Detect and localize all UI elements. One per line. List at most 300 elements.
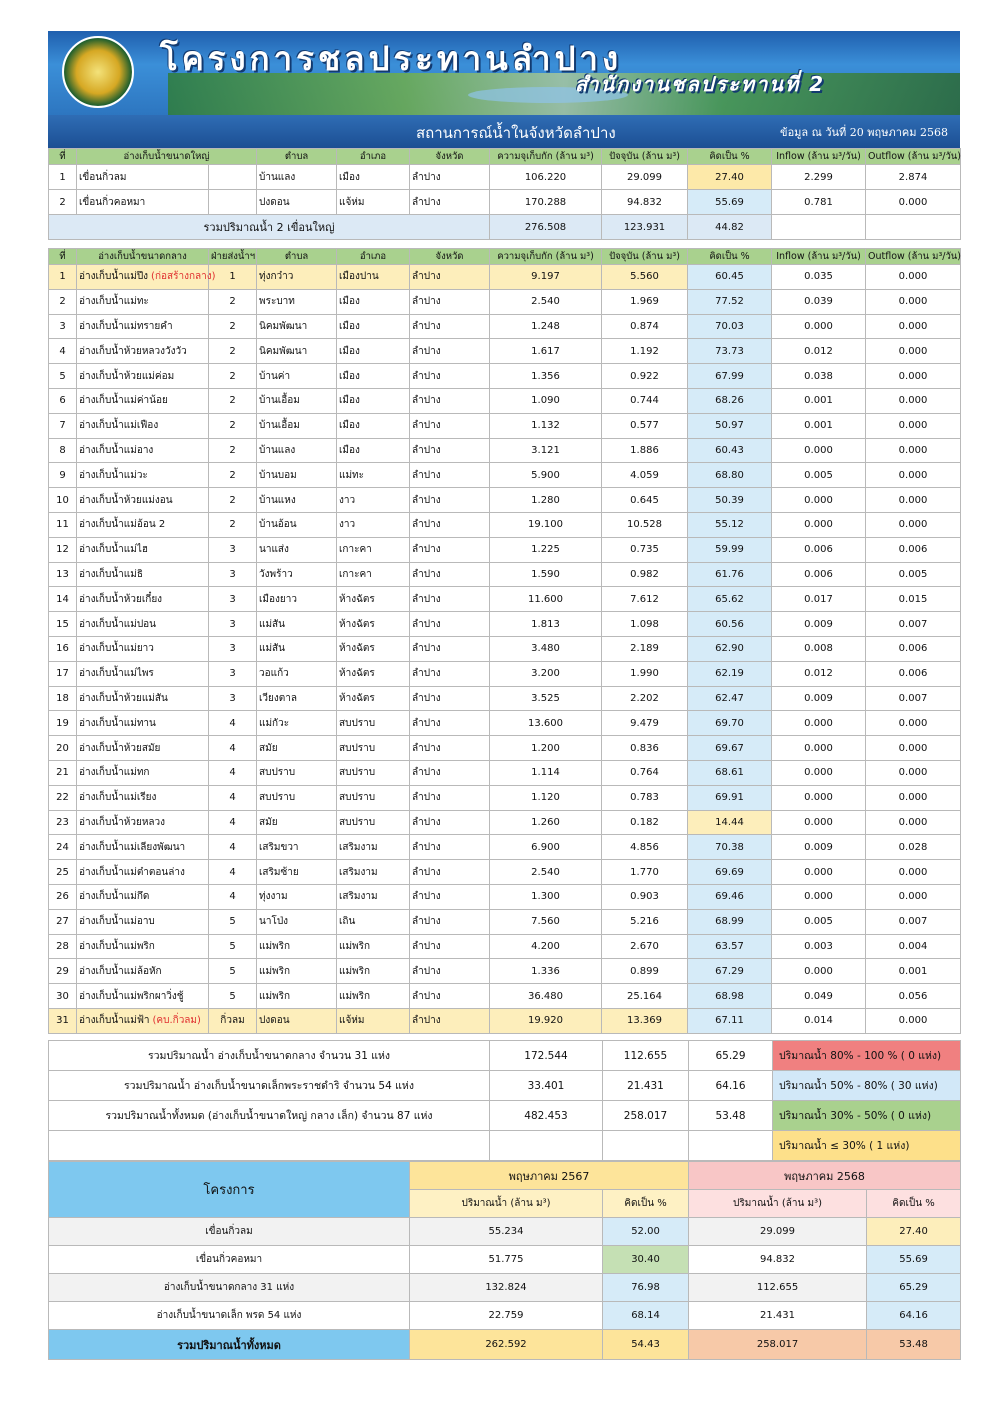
cell-name	[77, 339, 209, 364]
cell-province: ลำปาง	[410, 289, 490, 314]
cell-no: 31	[49, 1008, 77, 1033]
cell-outflow: 0.007	[866, 686, 961, 711]
cell-no: 13	[49, 562, 77, 587]
reservoir-name: อ่างเก็บน้ำห้วยหลวงวังวัว	[79, 345, 187, 357]
cell-name	[77, 488, 209, 513]
summary-row: รวมปริมาณน้ำ อ่างเก็บน้ำขนาดเล็กพระราชดำริ จำนวน 54 แห่ง 33.401 21.431 64.16 ปริมาณน้ำ 50% - 80% ( 30 แห่ง)	[49, 1071, 961, 1101]
cell-capacity: 4.200	[490, 934, 602, 959]
large-table-header	[49, 149, 961, 165]
reservoir-name: อ่างเก็บน้ำแม่เรียง	[79, 792, 157, 804]
cell-div: 2	[209, 463, 257, 488]
cell-inflow: 0.009	[772, 612, 866, 637]
cell-tambon: สมัย	[257, 810, 337, 835]
cell-current: 0.899	[602, 959, 688, 984]
cell-name	[77, 463, 209, 488]
cell-amphoe: เมือง	[337, 339, 410, 364]
table-row	[49, 587, 961, 612]
cell-capacity: 1.356	[490, 364, 602, 389]
cell-current: 4.059	[602, 463, 688, 488]
cell-tambon: เวียงตาล	[257, 686, 337, 711]
cell-inflow: 0.017	[772, 587, 866, 612]
cell-div: 2	[209, 512, 257, 537]
cell-amphoe: เสริมงาม	[337, 884, 410, 909]
reservoir-name: อ่างเก็บน้ำแม่ไพร	[79, 668, 154, 680]
cell-outflow: 0.007	[866, 909, 961, 934]
cell-inflow: 0.049	[772, 984, 866, 1009]
cell-inflow: 0.038	[772, 364, 866, 389]
col-amphoe: อำเภอ	[337, 149, 410, 165]
table-row	[49, 810, 961, 835]
cell-outflow: 0.056	[866, 984, 961, 1009]
table-row	[49, 314, 961, 339]
cell-div: 4	[209, 810, 257, 835]
cell-amphoe: เมือง	[337, 314, 410, 339]
cell-div: 5	[209, 934, 257, 959]
cell-province: ลำปาง	[410, 488, 490, 513]
cell-inflow: 0.000	[772, 760, 866, 785]
cell-amphoe: ห้างฉัตร	[337, 587, 410, 612]
cell-province: ลำปาง	[410, 934, 490, 959]
cell-amphoe: เมือง	[337, 364, 410, 389]
cell-amphoe: เมือง	[337, 388, 410, 413]
cell-capacity: 2.540	[490, 289, 602, 314]
cell-current: 0.836	[602, 736, 688, 761]
table-row	[49, 1008, 961, 1033]
cell-current: 13.369	[602, 1008, 688, 1033]
col-current: ปัจจุบัน (ล้าน ม³)	[602, 149, 688, 165]
table-row	[49, 661, 961, 686]
cell-outflow: 0.000	[866, 413, 961, 438]
cell-outflow: 0.000	[866, 711, 961, 736]
cell-no: 25	[49, 860, 77, 885]
reservoir-name: อ่างเก็บน้ำแม่เลียงพัฒนา	[79, 841, 186, 853]
cell-province: ลำปาง	[410, 562, 490, 587]
cell-percent: 59.99	[688, 537, 772, 562]
cell-name	[77, 860, 209, 885]
table-row	[49, 339, 961, 364]
table-row	[49, 364, 961, 389]
cell-current: 2.670	[602, 934, 688, 959]
cell-inflow: 0.012	[772, 339, 866, 364]
cell-percent: 69.46	[688, 884, 772, 909]
cell-percent: 68.80	[688, 463, 772, 488]
cell-province: ลำปาง	[410, 785, 490, 810]
cell-tambon: นิคมพัฒนา	[257, 314, 337, 339]
cell-name	[77, 438, 209, 463]
col-outflow: Outflow (ล้าน ม³/วัน)	[866, 149, 961, 165]
cell-capacity: 9.197	[490, 265, 602, 290]
reservoir-name: อ่างเก็บน้ำแม่ทาน	[79, 717, 156, 729]
col-province: จังหวัด	[410, 249, 490, 265]
cell-tambon: แม่กัวะ	[257, 711, 337, 736]
cell-div: 1	[209, 265, 257, 290]
cell-province: ลำปาง	[410, 612, 490, 637]
reservoir-name: อ่างเก็บน้ำห้วยหลวง	[79, 816, 166, 828]
medium-table-body	[49, 265, 961, 1034]
cell-no: 24	[49, 835, 77, 860]
cell-amphoe: ห้างฉัตร	[337, 612, 410, 637]
table-row	[49, 909, 961, 934]
cell-amphoe: แจ้ห่ม	[337, 1008, 410, 1033]
situation-bar	[48, 115, 960, 148]
cell-amphoe: เกาะคา	[337, 537, 410, 562]
cell-no: 18	[49, 686, 77, 711]
cell-amphoe: เมืองปาน	[337, 265, 410, 290]
cell-province: ลำปาง	[410, 339, 490, 364]
reservoir-name: อ่างเก็บน้ำแม่ทก	[79, 767, 150, 779]
cell-inflow: 0.000	[772, 736, 866, 761]
cell-current: 5.216	[602, 909, 688, 934]
cell-province: ลำปาง	[410, 537, 490, 562]
reservoir-name: อ่างเก็บน้ำแม่พริกผาวิ่งชู้	[79, 990, 184, 1002]
cell-no: 4	[49, 339, 77, 364]
cell-div: 4	[209, 760, 257, 785]
table-row	[49, 736, 961, 761]
cell-outflow: 0.000	[866, 884, 961, 909]
situation-title: สถานการณ์น้ำในจังหวัดลำปาง	[416, 124, 616, 142]
cell-no: 29	[49, 959, 77, 984]
cell-div: 2	[209, 339, 257, 364]
cell-name	[77, 835, 209, 860]
cell-province: ลำปาง	[410, 1008, 490, 1033]
cell-capacity: 1.120	[490, 785, 602, 810]
cell-name	[77, 711, 209, 736]
cell-current: 7.612	[602, 587, 688, 612]
cell-inflow: 0.000	[772, 810, 866, 835]
cell-no: 30	[49, 984, 77, 1009]
cell-current: 0.744	[602, 388, 688, 413]
cell-outflow: 0.007	[866, 612, 961, 637]
cell-div: 3	[209, 537, 257, 562]
cell-name	[77, 413, 209, 438]
col-province: จังหวัด	[410, 149, 490, 165]
cell-outflow: 0.004	[866, 934, 961, 959]
summary-row	[49, 1131, 961, 1161]
cell-current: 1.770	[602, 860, 688, 885]
cell-tambon: เสริมซ้าย	[257, 860, 337, 885]
reservoir-name: อ่างเก็บน้ำแม่ทะ	[79, 296, 149, 308]
cell-div: 5	[209, 909, 257, 934]
cell-tambon: แม่พริก	[257, 959, 337, 984]
cell-outflow: 0.000	[866, 488, 961, 513]
col-inflow: Inflow (ล้าน ม³/วัน)	[772, 249, 866, 265]
cell-outflow: 0.006	[866, 636, 961, 661]
cell-current: 4.856	[602, 835, 688, 860]
cell-name	[77, 512, 209, 537]
cell-div: 4	[209, 835, 257, 860]
cell-province: ลำปาง	[410, 661, 490, 686]
cell-name	[77, 364, 209, 389]
reservoir-name: อ่างเก็บน้ำแม่ฟ้า	[79, 1015, 150, 1027]
summary-row: รวมปริมาณน้ำทั้งหมด (อ่างเก็บน้ำขนาดใหญ่ กลาง เล็ก) จำนวน 87 แห่ง 482.453 258.017 53.48 ปริมาณน้ำ 30% - 50% ( 0 แห่ง)	[49, 1101, 961, 1131]
cell-capacity: 5.900	[490, 463, 602, 488]
cell-amphoe: เมือง	[337, 438, 410, 463]
cell-no: 2	[49, 289, 77, 314]
cell-current: 9.479	[602, 711, 688, 736]
cell-percent: 62.47	[688, 686, 772, 711]
cell-amphoe: สบปราบ	[337, 711, 410, 736]
comparison-row: อ่างเก็บน้ำขนาดเล็ก พรด 54 แห่ง 22.759 68.14 21.431 64.16	[49, 1302, 961, 1330]
reservoir-name: อ่างเก็บน้ำแม่อ้อน 2	[79, 519, 166, 531]
table-row	[49, 835, 961, 860]
cell-name	[77, 736, 209, 761]
cell-no: 14	[49, 587, 77, 612]
cell-capacity: 1.300	[490, 884, 602, 909]
office-subtitle: สำนักงานชลประทานที่ 2	[575, 72, 826, 96]
cell-capacity: 36.480	[490, 984, 602, 1009]
cell-outflow: 0.000	[866, 463, 961, 488]
cell-inflow: 0.000	[772, 314, 866, 339]
cell-current: 0.735	[602, 537, 688, 562]
reservoir-name: อ่างเก็บน้ำแม่ค่าน้อย	[79, 395, 168, 407]
cell-outflow: 0.000	[866, 289, 961, 314]
cell-tambon: เมืองยาว	[257, 587, 337, 612]
cell-div: 5	[209, 984, 257, 1009]
cell-tambon: วอแก้ว	[257, 661, 337, 686]
col-capacity: ความจุเก็บกัก (ล้าน ม³)	[490, 249, 602, 265]
cell-province: ลำปาง	[410, 860, 490, 885]
cell-province: ลำปาง	[410, 463, 490, 488]
cell-tambon: พระบาท	[257, 289, 337, 314]
cell-province: ลำปาง	[410, 736, 490, 761]
table-row	[49, 289, 961, 314]
cell-div: 2	[209, 488, 257, 513]
cell-tambon: สบปราบ	[257, 760, 337, 785]
comparison-row: อ่างเก็บน้ำขนาดกลาง 31 แห่ง 132.824 76.98 112.655 65.29	[49, 1274, 961, 1302]
cell-amphoe: สบปราบ	[337, 810, 410, 835]
may2567-header: พฤษภาคม 2567	[410, 1162, 689, 1190]
cell-div: 3	[209, 562, 257, 587]
cell-current: 1.990	[602, 661, 688, 686]
cell-inflow: 0.014	[772, 1008, 866, 1033]
cell-name	[77, 810, 209, 835]
cell-inflow: 0.009	[772, 686, 866, 711]
cell-tambon: บ้านอ้อน	[257, 512, 337, 537]
cell-name	[77, 265, 216, 290]
cell-inflow: 0.039	[772, 289, 866, 314]
col-outflow: Outflow (ล้าน ม³/วัน)	[866, 249, 961, 265]
cell-outflow: 0.006	[866, 661, 961, 686]
cell-outflow: 0.000	[866, 512, 961, 537]
cell-province: ลำปาง	[410, 686, 490, 711]
cell-outflow: 0.015	[866, 587, 961, 612]
cell-amphoe: ห้างฉัตร	[337, 686, 410, 711]
cell-capacity: 1.200	[490, 736, 602, 761]
cell-province: ลำปาง	[410, 959, 490, 984]
cell-div: 2	[209, 314, 257, 339]
cell-capacity: 1.132	[490, 413, 602, 438]
cell-outflow: 0.001	[866, 959, 961, 984]
cell-current: 1.192	[602, 339, 688, 364]
cell-amphoe: แม่พริก	[337, 959, 410, 984]
cell-inflow: 0.012	[772, 661, 866, 686]
cell-div: 5	[209, 959, 257, 984]
cell-percent: 63.57	[688, 934, 772, 959]
cell-current: 0.182	[602, 810, 688, 835]
rid-logo-icon	[62, 36, 134, 108]
cell-outflow: 0.000	[866, 438, 961, 463]
table-row	[49, 686, 961, 711]
cell-amphoe: เสริมงาม	[337, 860, 410, 885]
cell-tambon: ปงดอน	[257, 1008, 337, 1033]
cell-tambon: วังพร้าว	[257, 562, 337, 587]
cell-outflow: 0.006	[866, 537, 961, 562]
cell-tambon: บ้านเอื้อม	[257, 413, 337, 438]
cell-name	[77, 909, 209, 934]
cell-amphoe: เสริมงาม	[337, 835, 410, 860]
reservoir-name: อ่างเก็บน้ำแม่ต๋าตอนล่าง	[79, 866, 185, 878]
table-row	[49, 711, 961, 736]
col-division: ฝ่ายส่งน้ำฯ	[209, 249, 257, 265]
cell-current: 1.969	[602, 289, 688, 314]
col-percent: คิดเป็น %	[688, 249, 772, 265]
cell-no: 27	[49, 909, 77, 934]
cell-inflow: 0.005	[772, 909, 866, 934]
cell-percent: 62.90	[688, 636, 772, 661]
cell-no: 21	[49, 760, 77, 785]
cell-amphoe: สบปราบ	[337, 760, 410, 785]
cell-percent: 68.26	[688, 388, 772, 413]
cell-percent: 68.98	[688, 984, 772, 1009]
cell-province: ลำปาง	[410, 265, 490, 290]
cell-inflow: 0.008	[772, 636, 866, 661]
cell-inflow: 0.000	[772, 860, 866, 885]
cell-current: 0.577	[602, 413, 688, 438]
table-row	[49, 959, 961, 984]
cell-percent: 60.45	[688, 265, 772, 290]
cell-amphoe: เมือง	[337, 413, 410, 438]
cell-province: ลำปาง	[410, 413, 490, 438]
table-row	[49, 934, 961, 959]
summary-row: รวมปริมาณน้ำ อ่างเก็บน้ำขนาดกลาง จำนวน 31 แห่ง 172.544 112.655 65.29 ปริมาณน้ำ 80% - 100 % ( 0 แห่ง)	[49, 1041, 961, 1071]
cell-outflow: 0.000	[866, 860, 961, 885]
cell-inflow: 0.000	[772, 884, 866, 909]
cell-province: ลำปาง	[410, 810, 490, 835]
cell-amphoe: แม่พริก	[337, 984, 410, 1009]
col-no: ที่	[49, 249, 77, 265]
cell-percent: 70.38	[688, 835, 772, 860]
cell-percent: 68.99	[688, 909, 772, 934]
cell-tambon: แม่สัน	[257, 636, 337, 661]
reservoir-name: อ่างเก็บน้ำแม่ทรายคำ	[79, 320, 173, 332]
cell-inflow: 0.000	[772, 785, 866, 810]
cell-outflow: 0.000	[866, 314, 961, 339]
cell-percent: 50.97	[688, 413, 772, 438]
cell-capacity: 1.813	[490, 612, 602, 637]
reservoir-name: อ่างเก็บน้ำแม่อาบ	[79, 916, 155, 928]
cell-name	[77, 587, 209, 612]
cell-tambon: ทุ่งงาม	[257, 884, 337, 909]
cell-current: 0.645	[602, 488, 688, 513]
cell-inflow: 0.009	[772, 835, 866, 860]
cell-province: ลำปาง	[410, 636, 490, 661]
table-row: 2 เขื่อนกิ่วคอหมา ปงดอน แจ้ห่ม ลำปาง 170.288 94.832 55.69 0.781 0.000	[49, 190, 961, 215]
cell-no: 20	[49, 736, 77, 761]
cell-capacity: 1.225	[490, 537, 602, 562]
table-row	[49, 512, 961, 537]
cell-no: 19	[49, 711, 77, 736]
cell-percent: 67.29	[688, 959, 772, 984]
cell-amphoe: ห้างฉัตร	[337, 636, 410, 661]
col-tambon: ตำบล	[257, 149, 337, 165]
cell-no: 17	[49, 661, 77, 686]
cell-inflow: 0.000	[772, 512, 866, 537]
cell-div: 2	[209, 438, 257, 463]
reservoir-name: อ่างเก็บน้ำแม่ธิ	[79, 568, 143, 580]
cell-capacity: 1.090	[490, 388, 602, 413]
cell-province: ลำปาง	[410, 711, 490, 736]
col-tambon: ตำบล	[257, 249, 337, 265]
cell-current: 2.189	[602, 636, 688, 661]
cell-outflow: 0.028	[866, 835, 961, 860]
cell-no: 9	[49, 463, 77, 488]
project-title: โครงการชลประทานลำปาง	[160, 39, 623, 78]
cell-province: ลำปาง	[410, 884, 490, 909]
cell-capacity: 3.480	[490, 636, 602, 661]
cell-outflow: 0.000	[866, 810, 961, 835]
cell-amphoe: งาว	[337, 512, 410, 537]
reservoir-name: อ่างเก็บน้ำแม่ปอน	[79, 618, 157, 630]
cell-div: 3	[209, 636, 257, 661]
reservoir-name: อ่างเก็บน้ำแม่ล้อหัก	[79, 965, 162, 977]
cell-percent: 50.39	[688, 488, 772, 513]
cell-capacity: 7.560	[490, 909, 602, 934]
cell-percent: 69.69	[688, 860, 772, 885]
comparison-table: โครงการ พฤษภาคม 2567 พฤษภาคม 2568 ปริมาณน้ำ (ล้าน ม³) คิดเป็น % ปริมาณน้ำ (ล้าน ม³) คิดเป็น % เขื่อนกิ่วลม 55.234 52.00 29.099 27.40 เขื่อนกิ่วคอหมา 51.775 30.40 94.832 55.69 อ่างเก็บน้ำขนาดกลาง 31 แห่ง 132.824 76.98 112.655 65.29 อ่างเก็บน้ำขนาดเล็ก พรด 54 แห่ง 22.759 68.14 21.431 64.16 รวมปริมาณน้ำทั้งหมด 262.592 54.43 258.017 53.48	[48, 1161, 961, 1360]
cell-amphoe: แม่ทะ	[337, 463, 410, 488]
cell-province: ลำปาง	[410, 909, 490, 934]
cell-percent: 14.44	[688, 810, 772, 835]
cell-percent: 60.56	[688, 612, 772, 637]
cell-inflow: 0.001	[772, 388, 866, 413]
data-date: ข้อมูล ณ วันที่ 20 พฤษภาคม 2568	[780, 126, 948, 139]
cell-inflow: 0.006	[772, 562, 866, 587]
cell-name	[77, 636, 209, 661]
cell-inflow: 0.001	[772, 413, 866, 438]
cell-name	[77, 984, 209, 1009]
cell-province: ลำปาง	[410, 364, 490, 389]
summary-table	[48, 1040, 961, 1161]
may2568-header: พฤษภาคม 2568	[689, 1162, 961, 1190]
cell-tambon: แม่พริก	[257, 934, 337, 959]
col-capacity: ความจุเก็บกัก (ล้าน ม³)	[490, 149, 602, 165]
legend-under-30: ปริมาณน้ำ ≤ 30% ( 1 แห่ง)	[773, 1131, 961, 1161]
cell-div: 4	[209, 884, 257, 909]
cell-div: 2	[209, 364, 257, 389]
cell-no: 23	[49, 810, 77, 835]
cell-percent: 61.76	[688, 562, 772, 587]
cell-capacity: 1.590	[490, 562, 602, 587]
cell-capacity: 19.920	[490, 1008, 602, 1033]
cell-name	[77, 562, 209, 587]
cell-capacity: 11.600	[490, 587, 602, 612]
cell-no: 10	[49, 488, 77, 513]
cell-outflow: 0.000	[866, 760, 961, 785]
cell-div: 4	[209, 711, 257, 736]
cell-no: 28	[49, 934, 77, 959]
cell-capacity: 13.600	[490, 711, 602, 736]
cell-capacity: 1.114	[490, 760, 602, 785]
cell-no: 6	[49, 388, 77, 413]
cell-capacity: 1.280	[490, 488, 602, 513]
table-row: 1 เขื่อนกิ่วลม บ้านแลง เมือง ลำปาง 106.220 29.099 27.40 2.299 2.874	[49, 165, 961, 190]
medium-table-header	[49, 249, 961, 265]
table-row	[49, 562, 961, 587]
cell-tambon: เสริมขวา	[257, 835, 337, 860]
cell-tambon: นิคมพัฒนา	[257, 339, 337, 364]
table-row	[49, 463, 961, 488]
cell-province: ลำปาง	[410, 512, 490, 537]
